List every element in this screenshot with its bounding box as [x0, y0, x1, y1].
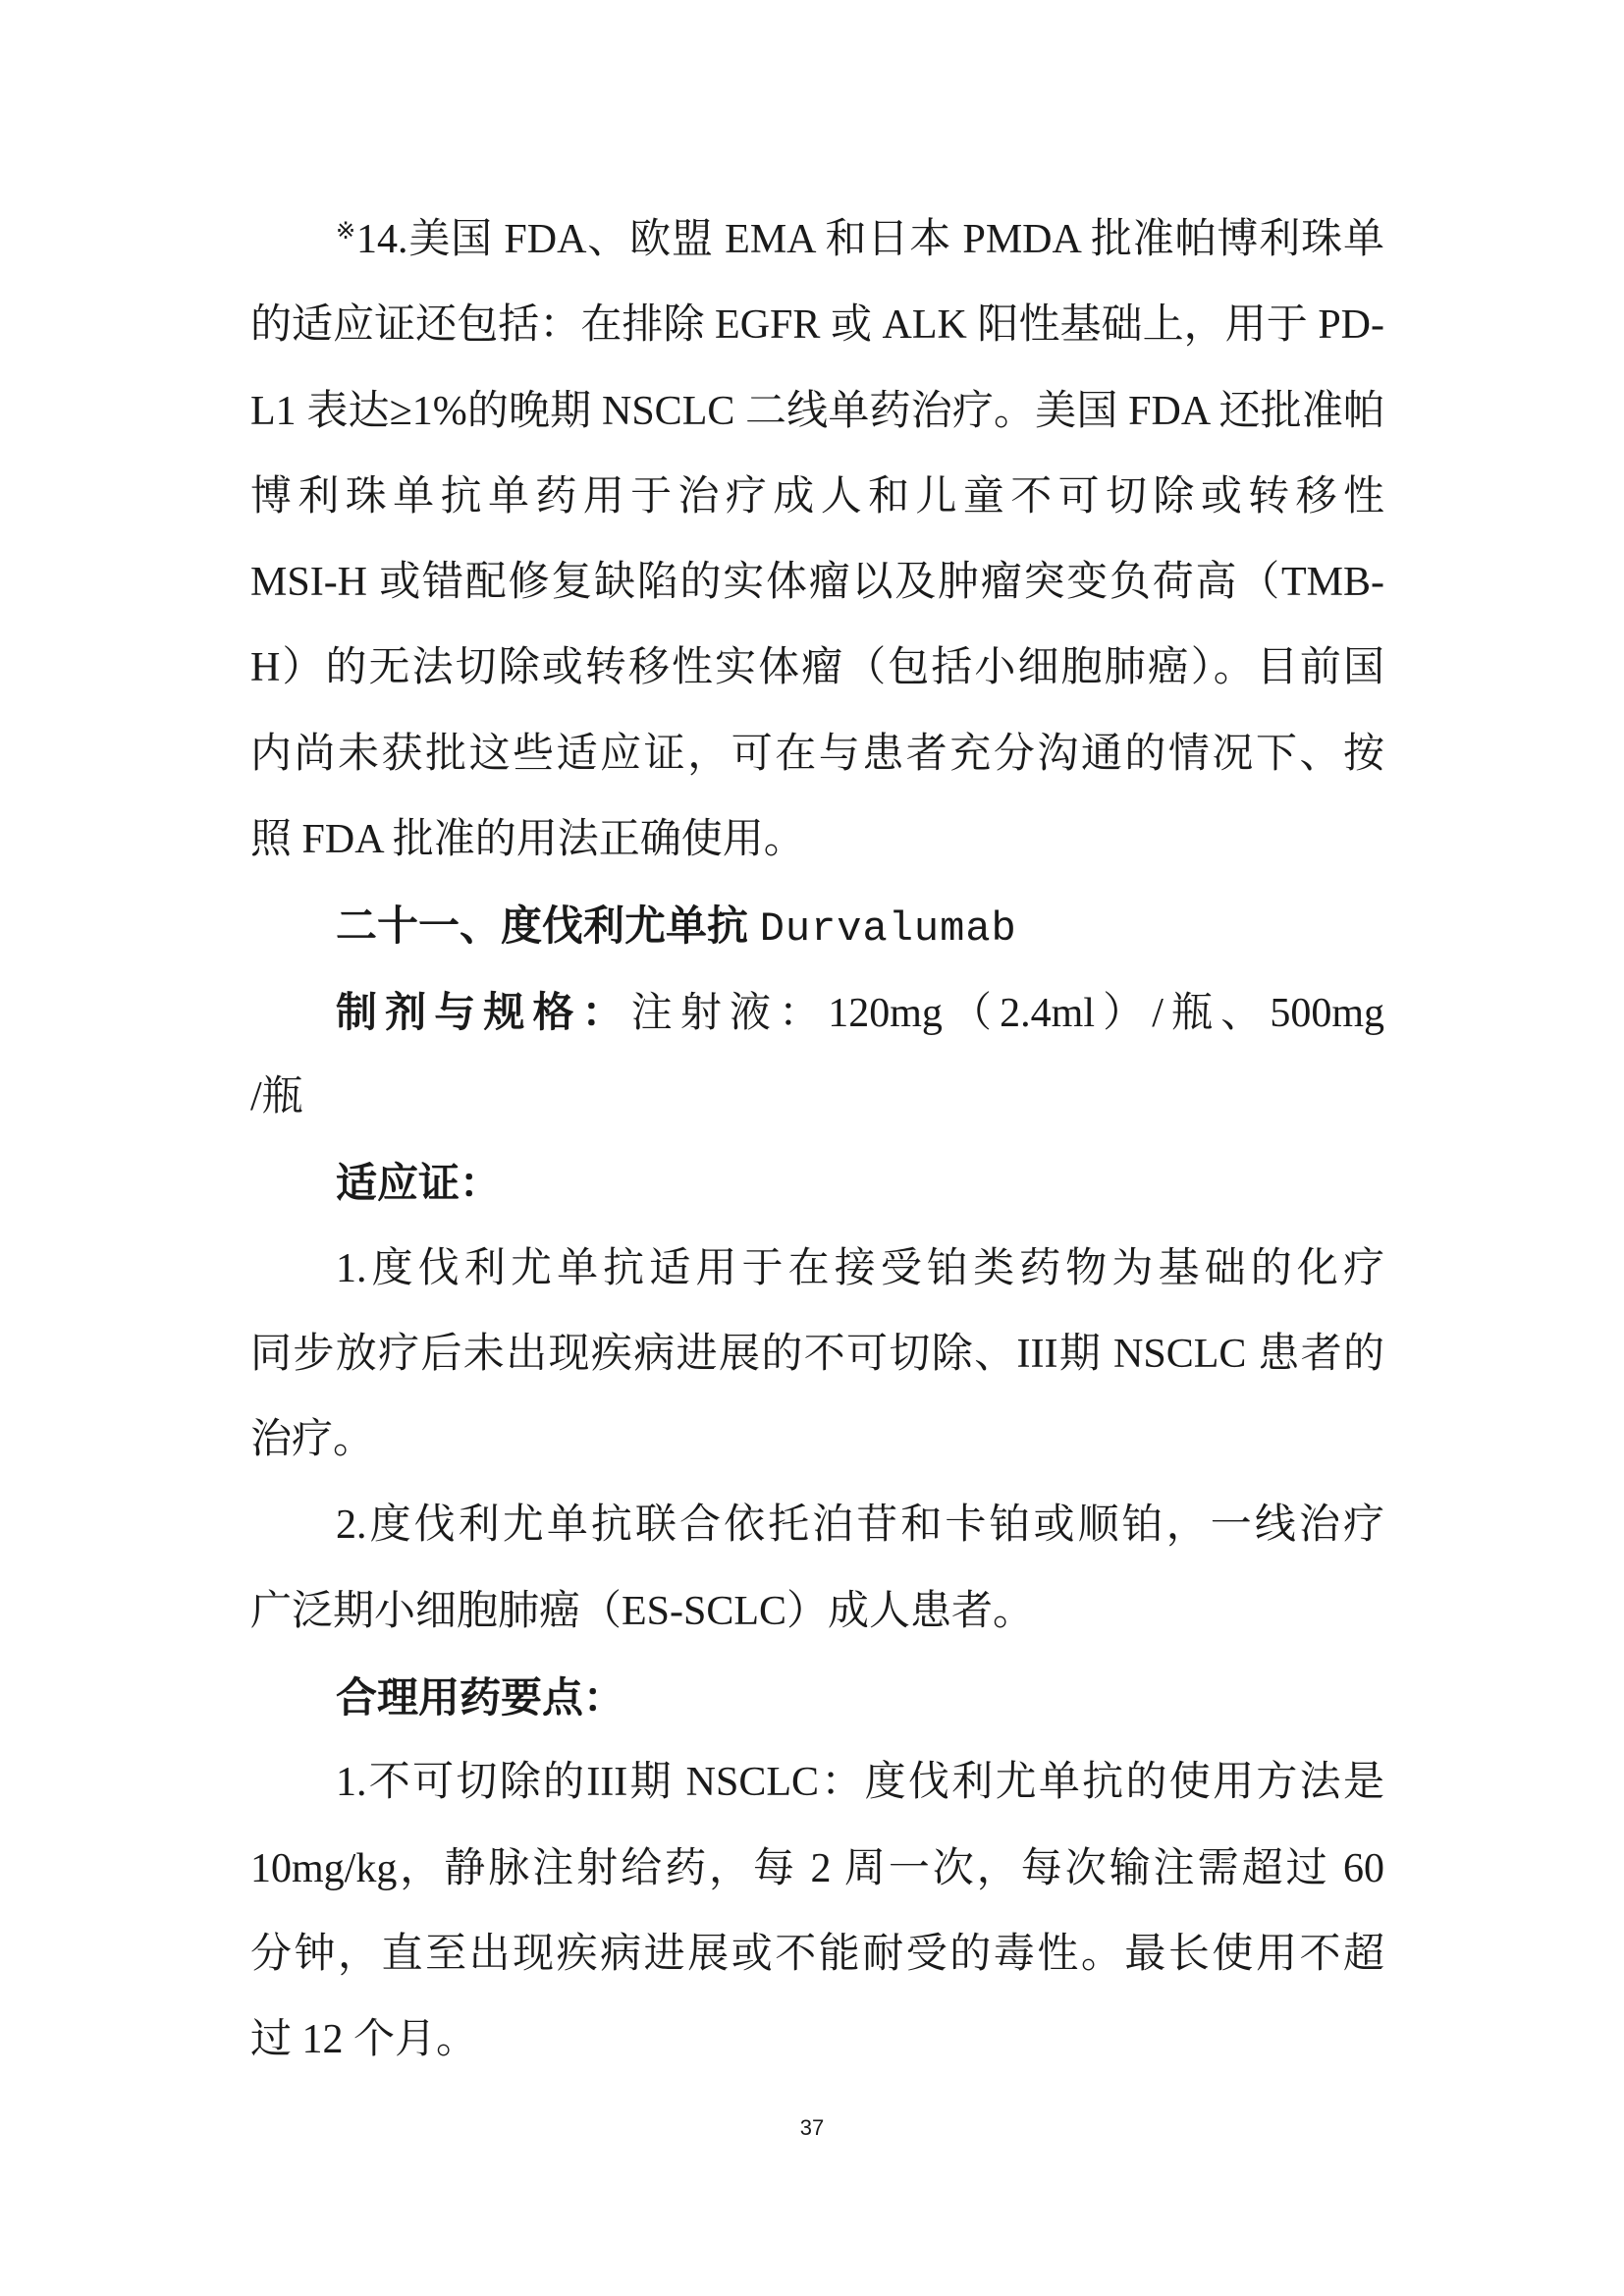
- formulation-label: 制剂与规格：: [336, 988, 631, 1035]
- line-text: 注射液：120mg（2.4ml）/瓶、500mg: [630, 990, 1384, 1036]
- paragraph-line: /瓶: [250, 1073, 303, 1120]
- paragraph-line: [250, 969, 1384, 1055]
- drug-latin-name: Durvalumab: [759, 905, 1017, 954]
- indication-item: [250, 1227, 1384, 1484]
- section-title: 二十一、度伐利尤单抗: [336, 902, 749, 950]
- formulation-paragraph: [250, 969, 1384, 1141]
- line-text: 14.美国 FDA、欧盟 EMA 和日本 PMDA 批准帕博利珠单: [355, 217, 1384, 262]
- paragraph-line: [250, 197, 1384, 283]
- paragraph-line: L1 表达≥1%的晚期 NSCLC 二线单药治疗。美国 FDA 还批准帕: [250, 388, 1384, 434]
- paragraph-line: 1.不可切除的III期 NSCLC：度伐利尤单抗的使用方法是: [336, 1760, 1384, 1806]
- page-number: 37: [799, 2115, 825, 2140]
- paragraph-line: 内尚未获批这些适应证，可在与患者充分沟通的情况下、按: [250, 731, 1384, 777]
- footnote-paragraph: [250, 197, 1384, 883]
- paragraph-line: 治疗。: [250, 1417, 375, 1463]
- paragraph-line: 广泛期小细胞肺癌（ES-SCLC）成人患者。: [250, 1588, 1035, 1634]
- paragraph-line: 2.度伐利尤单抗联合依托泊苷和卡铂或顺铂，一线治疗: [336, 1503, 1384, 1549]
- paragraph-line: H）的无法切除或转移性实体瘤（包括小细胞肺癌）。目前国: [250, 645, 1384, 691]
- reference-marker: ※: [336, 219, 356, 245]
- paragraph-line: 分钟，直至出现疾病进展或不能耐受的毒性。最长使用不超: [250, 1931, 1384, 1977]
- document-body: [250, 197, 1384, 2084]
- paragraph-line: 1.度伐利尤单抗适用于在接受铂类药物为基础的化疗: [336, 1245, 1384, 1291]
- indications-label: 适应证：: [336, 1160, 502, 1207]
- paragraph-line: 10mg/kg，静脉注射给药，每 2 周一次，每次输注需超过 60: [250, 1845, 1384, 1891]
- usage-point-item: [250, 1740, 1384, 2083]
- indication-item: [250, 1483, 1384, 1655]
- paragraph-line: MSI-H 或错配修复缺陷的实体瘤以及肿瘤突变负荷高（TMB-: [250, 560, 1384, 606]
- paragraph-line: 过 12 个月。: [250, 2017, 478, 2063]
- usage-points-label: 合理用药要点：: [336, 1674, 625, 1722]
- section-heading: [250, 883, 1384, 968]
- paragraph-line: 的适应证还包括：在排除 EGFR 或 ALK 阳性基础上，用于 PD-: [250, 302, 1384, 349]
- paragraph-line: 照 FDA 批准的用法正确使用。: [250, 817, 805, 863]
- paragraph-line: 博利珠单抗单药用于治疗成人和儿童不可切除或转移性: [250, 473, 1384, 519]
- paragraph-line: 同步放疗后未出现疾病进展的不可切除、III期 NSCLC 患者的: [250, 1331, 1384, 1377]
